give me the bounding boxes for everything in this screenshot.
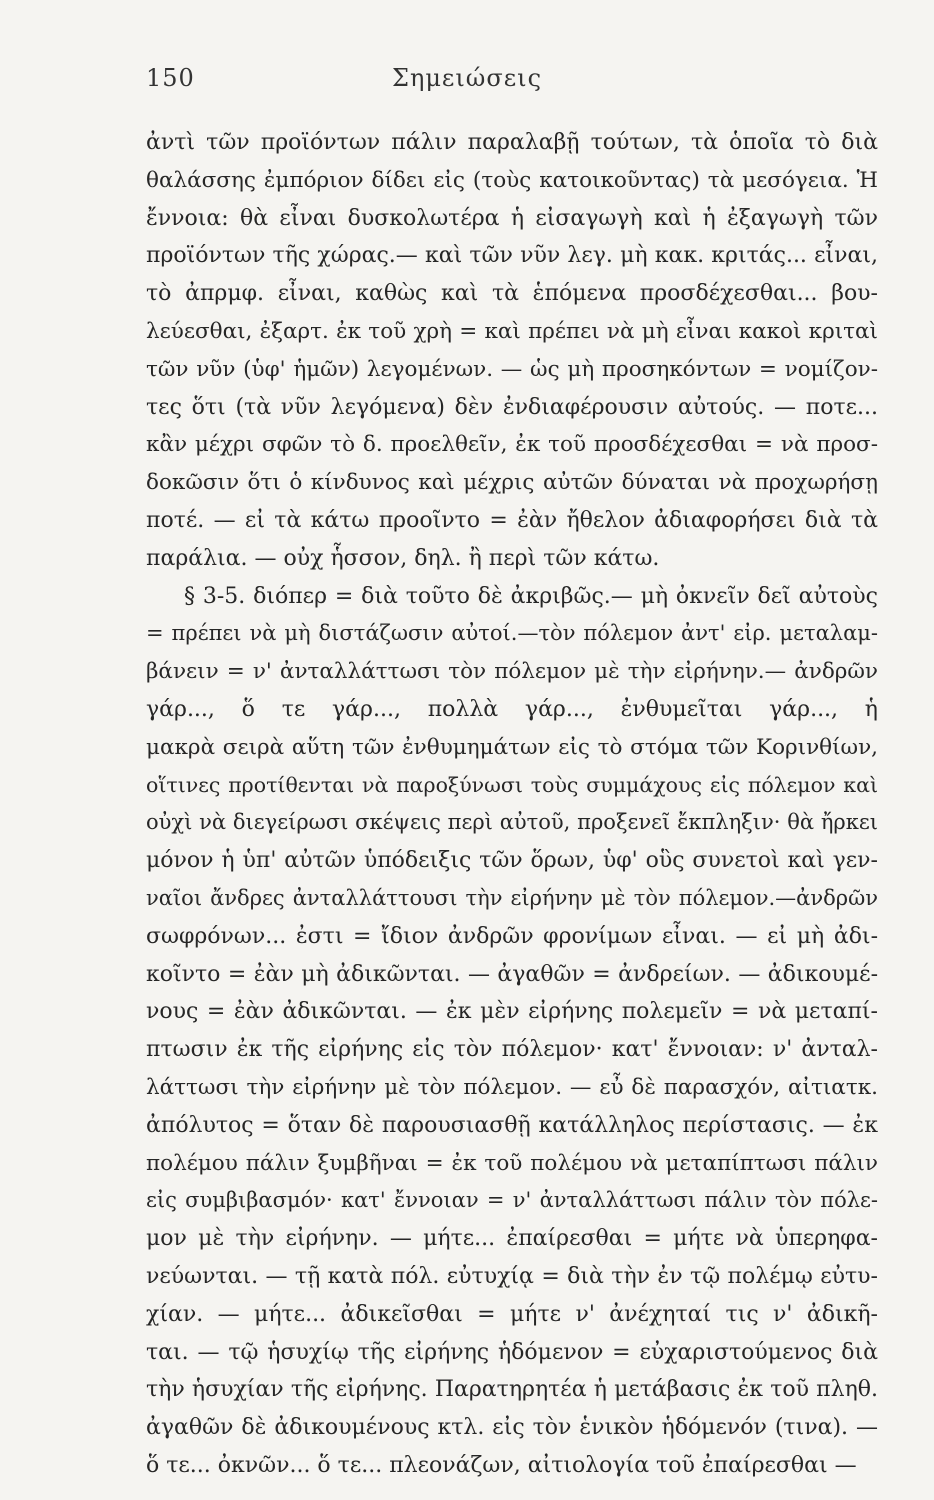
text-line: κοῖντο = ἐὰν μὴ ἀδικῶνται. — ἀγαθῶν = ἀνδρείων. — ἀδικουμέ- xyxy=(146,961,878,987)
text-line: γάρ..., ὅ τε γάρ..., πολλὰ γάρ..., ἐνθυμεῖται γάρ..., ἡ xyxy=(146,696,878,722)
text-line: μακρὰ σειρὰ αὕτη τῶν ἐνθυμημάτων εἰς τὸ στόμα τῶν Κορινθίων, xyxy=(146,734,878,760)
text-line: θαλάσσης ἐμπόριον δίδει εἰς (τοὺς κατοικοῦντας) τὰ μεσόγεια. Ἡ xyxy=(146,167,878,193)
text-line: οἵτινες προτίθενται νὰ παροξύνωσι τοὺς συμμάχους εἰς πόλεμον καὶ xyxy=(146,772,878,797)
text-line: παράλια. — οὐχ ἧσσον, δηλ. ἢ περὶ τῶν κάτω. xyxy=(146,545,660,571)
text-line: ἔννοια: θὰ εἶναι δυσκολωτέρα ἡ εἰσαγωγὴ καὶ ἡ ἐξαγωγὴ τῶν xyxy=(146,205,878,231)
text-line: μον μὲ τὴν εἰρήνην. — μήτε... ἐπαίρεσθαι = μήτε νὰ ὑπερηφα- xyxy=(146,1226,878,1252)
text-line: ἀγαθῶν δὲ ἀδικουμένους κτλ. εἰς τὸν ἑνικὸν ἡδόμενόν (τινα). — xyxy=(146,1415,878,1441)
text-line: οὐχὶ νὰ διεγείρωσι σκέψεις περὶ αὐτοῦ, προξενεῖ ἔκπληξιν· θὰ ἤρκει xyxy=(146,810,878,835)
text-line: σωφρόνων... ἐστι = ἴδιον ἀνδρῶν φρονίμων εἶναι. — εἰ μὴ ἀδι- xyxy=(146,923,878,949)
text-line: ποτέ. — εἰ τὰ κάτω προοῖντο = ἐὰν ἤθελον ἀδιαφορήσει διὰ τὰ xyxy=(146,507,878,533)
text-line: λάττωσι τὴν εἰρήνην μὲ τὸν πόλεμον. — εὖ δὲ παρασχόν, αἰτιατκ. xyxy=(146,1074,878,1100)
running-title: Σημειώσεις xyxy=(391,64,543,92)
text-line: νους = ἐὰν ἀδικῶνται. — ἐκ μὲν εἰρήνης πολεμεῖν = νὰ μεταπί- xyxy=(146,999,878,1025)
notes-body xyxy=(146,124,878,1485)
text-line: χίαν. — μήτε... ἀδικεῖσθαι = μήτε ν' ἀνέχηταί τις ν' ἀδικῆ- xyxy=(146,1301,878,1327)
text-line: δοκῶσιν ὅτι ὁ κίνδυνος καὶ μέχρις αὐτῶν δύναται νὰ προχωρήσῃ xyxy=(146,470,878,496)
text-line: νεύωνται. — τῇ κατὰ πόλ. εὐτυχίᾳ = διὰ τὴν ἐν τῷ πολέμῳ εὐτυ- xyxy=(146,1263,878,1289)
text-line: τῶν νῦν (ὑφ' ἡμῶν) λεγομένων. — ὡς μὴ προσηκόντων = νομίζον- xyxy=(146,356,878,382)
text-line: ται. — τῷ ἡσυχίῳ τῆς εἰρήνης ἡδόμενον = εὐχαριστούμενος διὰ xyxy=(146,1339,878,1365)
page-number: 150 xyxy=(146,64,195,92)
text-line: λεύεσθαι, ἐξαρτ. ἐκ τοῦ χρὴ = καὶ πρέπει νὰ μὴ εἶναι κακοὶ κριταὶ xyxy=(146,318,878,344)
text-line: μόνον ἡ ὑπ' αὐτῶν ὑπόδειξις τῶν ὅρων, ὑφ' οὓς συνετοὶ καὶ γεν- xyxy=(146,848,878,874)
text-line: προϊόντων τῆς χώρας.— καὶ τῶν νῦν λεγ. μὴ κακ. κριτάς... εἶναι, xyxy=(146,243,878,269)
text-line: εἰς συμβιβασμόν· κατ' ἔννοιαν = ν' ἀνταλλάττωσι πάλιν τὸν πόλε- xyxy=(146,1188,878,1213)
page-header xyxy=(0,60,934,100)
text-line: ἀντὶ τῶν προϊόντων πάλιν παραλαβῇ τούτων, τὰ ὁποῖα τὸ διὰ xyxy=(146,130,878,155)
text-line: πτωσιν ἐκ τῆς εἰρήνης εἰς τὸν πόλεμον· κατ' ἔννοιαν: ν' ἀνταλ- xyxy=(146,1037,878,1063)
text-line: ναῖοι ἄνδρες ἀνταλλάττουσι τὴν εἰρήνην μὲ τὸν πόλεμον.—ἀνδρῶν xyxy=(146,885,878,910)
text-line: τὸ ἀπρμφ. εἶναι, καθὼς καὶ τὰ ἑπόμενα προσδέχεσθαι... βου- xyxy=(146,281,878,307)
text-line: τὴν ἡσυχίαν τῆς εἰρήνης. Παρατηρητέα ἡ μετάβασις ἐκ τοῦ πληθ. xyxy=(146,1377,878,1403)
text-line: ὅ τε... ὀκνῶν... ὅ τε... πλεονάζων, αἰτιολογία τοῦ ἐπαίρεσθαι — xyxy=(146,1452,857,1478)
text-line: τες ὅτι (τὰ νῦν λεγόμενα) δὲν ἐνδιαφέρουσιν αὐτούς. — ποτε... xyxy=(146,394,878,420)
text-line: = πρέπει νὰ μὴ διστάζωσιν αὐτοί.—τὸν πόλεμον ἀντ' εἰρ. μεταλαμ- xyxy=(146,621,878,646)
text-line: ἀπόλυτος = ὅταν δὲ παρουσιασθῇ κατάλληλος περίστασις. — ἐκ xyxy=(146,1112,878,1138)
text-line: κἂν μέχρι σφῶν τὸ δ. προελθεῖν, ἐκ τοῦ προσδέχεσθαι = νὰ προσ- xyxy=(146,432,878,458)
text-line: βάνειν = ν' ἀνταλλάττωσι τὸν πόλεμον μὲ τὴν εἰρήνην.— ἀνδρῶν xyxy=(146,659,878,685)
text-line: πολέμου πάλιν ξυμβῆναι = ἐκ τοῦ πολέμου νὰ μεταπίπτωσι πάλιν xyxy=(146,1150,878,1176)
section-start-line: § 3-5. διόπερ = διὰ τοῦτο δὲ ἀκριβῶς.— μὴ ὀκνεῖν δεῖ αὐτοὺς xyxy=(184,583,878,609)
